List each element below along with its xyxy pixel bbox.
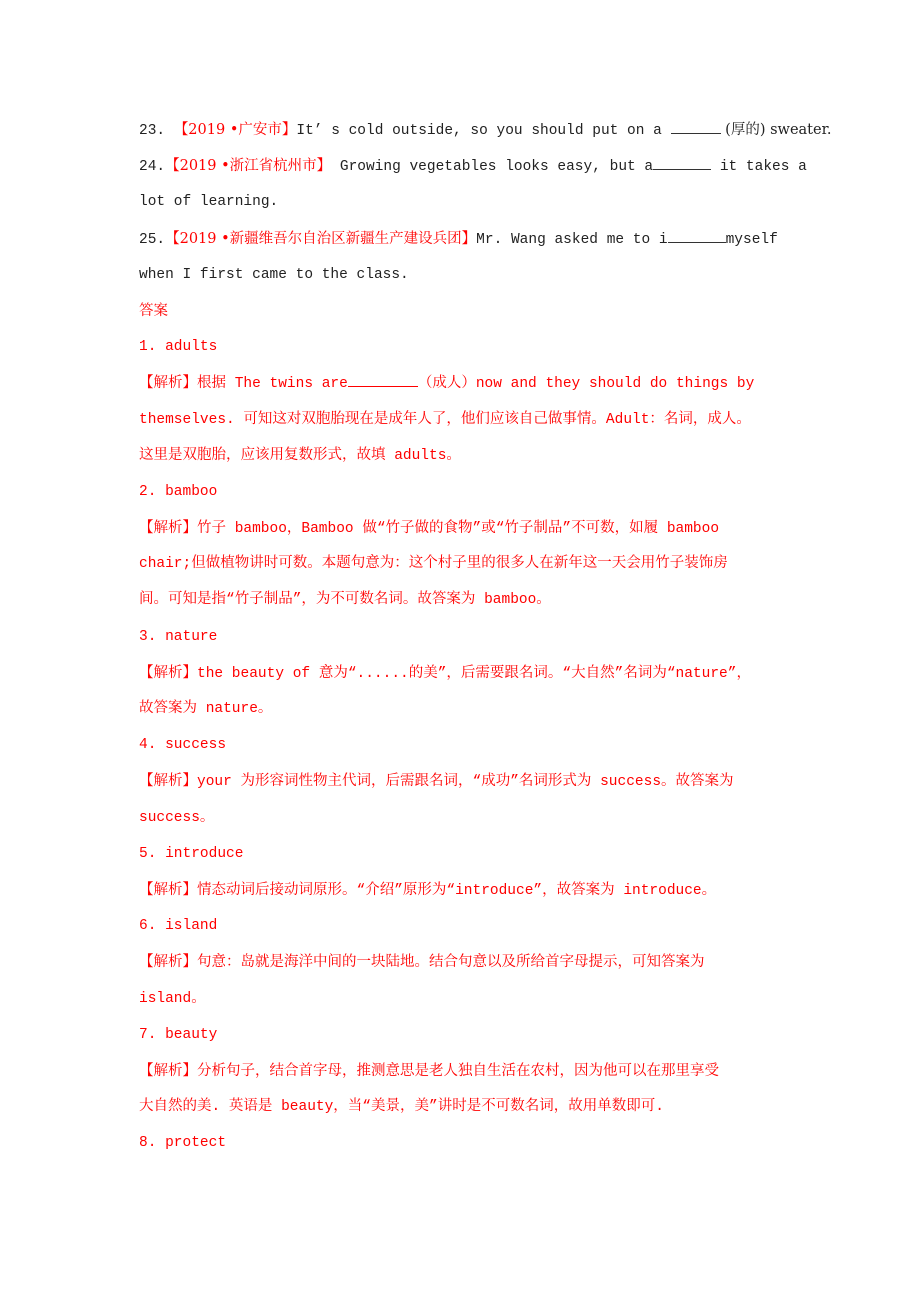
question-text: It’ s cold outside, so you should put on a xyxy=(296,123,671,139)
question-source: 【2019 •浙江省杭州市】 xyxy=(165,158,332,175)
analysis-text: 情态动词后接动词原形。“介绍”原形为“introduce”，故答案为 introduce。 xyxy=(197,882,717,899)
answer-label: 1. adults xyxy=(139,339,218,356)
analysis-text: 故答案为 nature。 xyxy=(139,701,273,717)
analysis-text: （成人）now and they should do things by xyxy=(417,376,755,393)
analysis-tag: 【解析】 xyxy=(139,520,197,537)
analysis-text: themselves. 可知这对双胞胎现在是成年人了，他们应该自己做事情。Adult：名词，成人。 xyxy=(139,411,751,428)
analysis-tag: 【解析】 xyxy=(139,881,197,898)
answer-analysis xyxy=(139,877,839,913)
analysis-text: 分析句子，结合首字母，推测意思是老人独自生活在农村，因为他可以在那里享受 xyxy=(197,1063,719,1080)
question-text: when I first came to the class. xyxy=(139,266,409,283)
answer-label: 6. island xyxy=(139,918,218,935)
analysis-tag: 【解析】 xyxy=(139,664,197,681)
answer-label: 8. protect xyxy=(139,1135,227,1152)
analysis-text: island。 xyxy=(139,990,206,1007)
analysis-tag: 【解析】 xyxy=(139,375,197,392)
question-number: 25. xyxy=(139,231,166,248)
answer-blank xyxy=(653,155,711,170)
answer-label: 3. nature xyxy=(139,628,218,645)
answer-analysis xyxy=(139,660,839,696)
analysis-text: chair;但做植物讲时可数。本题句意为：这个村子里的很多人在新年这一天会用竹子装饰房 xyxy=(139,556,728,573)
analysis-tag: 【解析】 xyxy=(139,773,197,790)
answer-label: 2. bamboo xyxy=(139,483,218,500)
question-number: 23. xyxy=(139,123,166,139)
answer-analysis xyxy=(139,1058,839,1094)
analysis-text: 竹子 bamboo，Bamboo 做“竹子做的食物”或“竹子制品”不可数，如履 bamboo xyxy=(197,521,720,538)
analysis-text: 根据 The twins are xyxy=(197,376,348,393)
analysis-text: the beauty of 意为“......的美”，后需要跟名词。“大自然”名词为“nature”， xyxy=(197,665,751,682)
question-text: (厚的) sweater. xyxy=(720,122,832,138)
question-24 xyxy=(139,153,839,189)
answer-analysis xyxy=(139,370,839,406)
analysis-text: 句意：岛就是海洋中间的一块陆地。结合句意以及所给首字母提示，可知答案为 xyxy=(197,955,705,972)
question-text: lot of learning. xyxy=(139,194,279,211)
answer-blank xyxy=(671,119,721,134)
question-24-cont xyxy=(139,189,839,225)
document-page xyxy=(139,117,839,1166)
answer-analysis xyxy=(139,949,839,985)
question-25 xyxy=(139,226,839,262)
question-text: it takes a xyxy=(711,159,807,176)
answer-blank xyxy=(348,372,418,387)
analysis-tag: 【解析】 xyxy=(139,954,197,971)
answer-heading: 答案 xyxy=(139,302,168,319)
question-source: 【2019 •广安市】 xyxy=(173,122,297,138)
analysis-text: 大自然的美. 英语是 beauty，当“美景，美”讲时是不可数名词，故用单数即可. xyxy=(139,1099,664,1116)
question-25-cont xyxy=(139,262,839,298)
question-text: Mr. Wang asked me to i xyxy=(476,231,668,248)
question-text: myself xyxy=(725,231,778,248)
answer-blank xyxy=(668,228,726,243)
answer-analysis xyxy=(139,515,839,551)
answer-label: 7. beauty xyxy=(139,1026,218,1043)
analysis-tag: 【解析】 xyxy=(139,1062,197,1079)
question-text: Growing vegetables looks easy, but a xyxy=(331,159,654,176)
analysis-text: 间。可知是指“竹子制品”，为不可数名词。故答案为 bamboo。 xyxy=(139,592,551,609)
analysis-text: success。 xyxy=(139,809,215,826)
question-23 xyxy=(139,117,839,153)
answer-analysis xyxy=(139,768,839,804)
analysis-text: 这里是双胞胎，应该用复数形式，故填 adults。 xyxy=(139,447,461,464)
analysis-text: your 为形容词性物主代词，后需跟名词，“成功”名词形式为 success。故答案为 xyxy=(197,774,734,791)
question-source: 【2019 •新疆维吾尔自治区新疆生产建设兵团】 xyxy=(165,230,477,247)
question-number: 24. xyxy=(139,159,166,176)
answer-label: 4. success xyxy=(139,737,227,754)
answer-label: 5. introduce xyxy=(139,845,244,862)
